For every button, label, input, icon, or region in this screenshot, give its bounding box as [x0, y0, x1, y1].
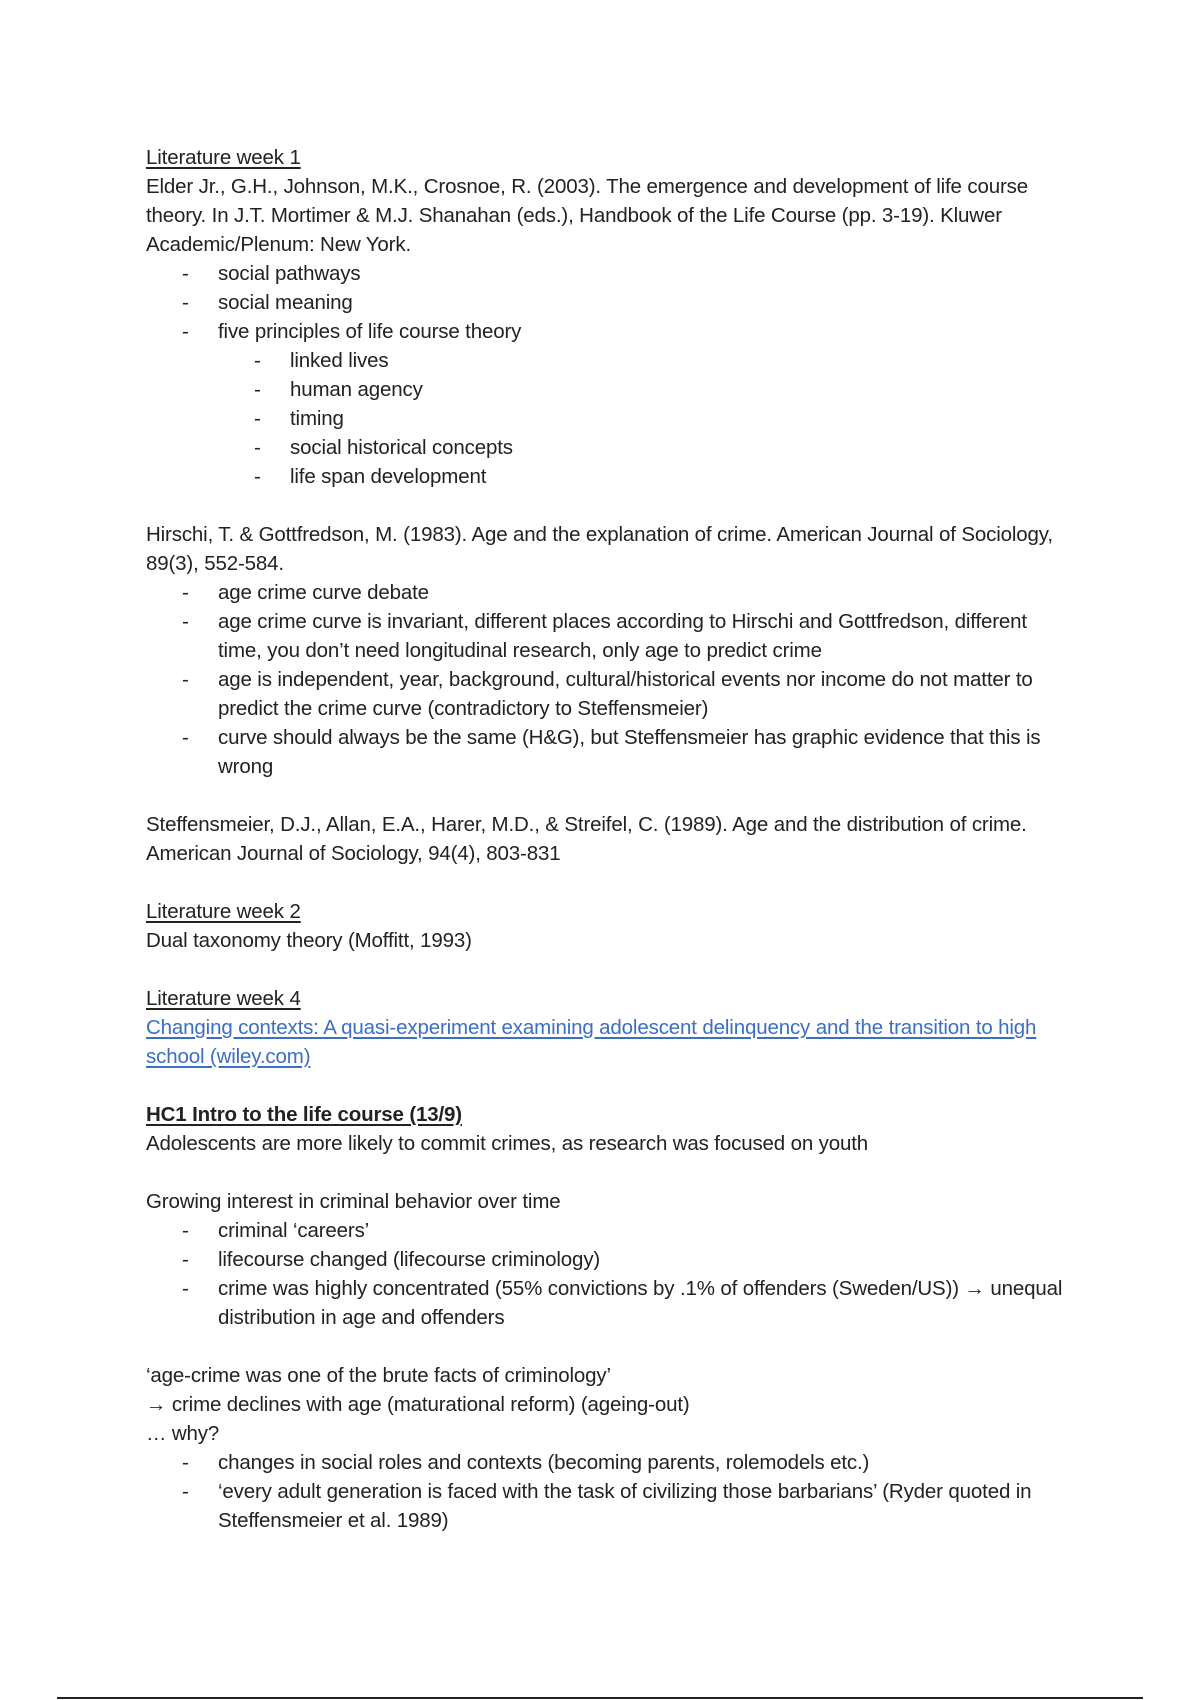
elder-bullet-list [146, 259, 1066, 491]
list-item: - criminal ‘careers’ [146, 1216, 1066, 1245]
sub-list-item: - social historical concepts [218, 433, 1066, 462]
list-item: - changes in social roles and contexts (becoming parents, rolemodels etc.) [146, 1448, 1066, 1477]
list-item: - age is independent, year, background, cultural/historical events nor income do not matter to predict the crime curve (contradictory to Steffensmeier) [146, 665, 1066, 723]
growing-bullet-list [146, 1216, 1066, 1332]
week1-heading: Literature week 1 [146, 146, 301, 169]
why-bullet-list [146, 1448, 1066, 1535]
principles-sub-list [218, 346, 1066, 491]
list-item: - lifecourse changed (lifecourse criminology) [146, 1245, 1066, 1274]
hirschi-citation: Hirschi, T. & Gottfredson, M. (1983). Age and the explanation of crime. American Journal of Sociology, 89(3), 552-584. [146, 523, 1053, 575]
list-item: - social meaning [146, 288, 1066, 317]
sub-list-item: - human agency [218, 375, 1066, 404]
list-item [146, 317, 1066, 491]
week2-heading: Literature week 2 [146, 900, 301, 923]
list-item-label: five principles of life course theory [218, 320, 522, 343]
wiley-article-link[interactable]: Changing contexts: A quasi-experiment examining adolescent delinquency and the transition to high school (wiley.com) [146, 1016, 1037, 1068]
hc1-heading: HC1 Intro to the life course (13/9) [146, 1103, 462, 1126]
list-item: - age crime curve is invariant, different places according to Hirschi and Gottfredson, different time, you don’t need longitudinal research, only age to predict crime [146, 607, 1066, 665]
list-item: - curve should always be the same (H&G), but Steffensmeier has graphic evidence that this is wrong [146, 723, 1066, 781]
page-bottom-divider [57, 1697, 1143, 1699]
list-item: - social pathways [146, 259, 1066, 288]
hirschi-bullet-list [146, 578, 1066, 781]
sub-list-item: - timing [218, 404, 1066, 433]
brute-facts-quote: ‘age-crime was one of the brute facts of criminology’ [146, 1364, 611, 1387]
steffensmeier-citation: Steffensmeier, D.J., Allan, E.A., Harer, M.D., & Streifel, C. (1989). Age and the distribution of crime. American Journal of Sociology, 94(4), 803-831 [146, 813, 1027, 865]
list-item: - age crime curve debate [146, 578, 1066, 607]
growing-interest-text: Growing interest in criminal behavior over time [146, 1190, 561, 1213]
elder-citation: Elder Jr., G.H., Johnson, M.K., Crosnoe, R. (2003). The emergence and development of life course theory. In J.T. Mortimer & M.J. Shanahan (eds.), Handbook of the Life Course (pp. 3-19). Kluwer Academic/Plenum: New York. [146, 175, 1028, 256]
week4-heading: Literature week 4 [146, 987, 301, 1010]
sub-list-item: - linked lives [218, 346, 1066, 375]
list-item: - crime was highly concentrated (55% convictions by .1% of offenders (Sweden/US)) → unequal distribution in age and offenders [146, 1274, 1066, 1332]
hc1-intro: Adolescents are more likely to commit crimes, as research was focused on youth [146, 1132, 869, 1155]
list-item: - ‘every adult generation is faced with the task of civilizing those barbarians’ (Ryder quoted in Steffensmeier et al. 1989) [146, 1477, 1066, 1535]
week2-text: Dual taxonomy theory (Moffitt, 1993) [146, 929, 472, 952]
why-text: … why? [146, 1422, 220, 1445]
document-page [146, 143, 1066, 1535]
sub-list-item: - life span development [218, 462, 1066, 491]
crime-declines-text: → crime declines with age (maturational reform) (ageing-out) [146, 1393, 690, 1416]
